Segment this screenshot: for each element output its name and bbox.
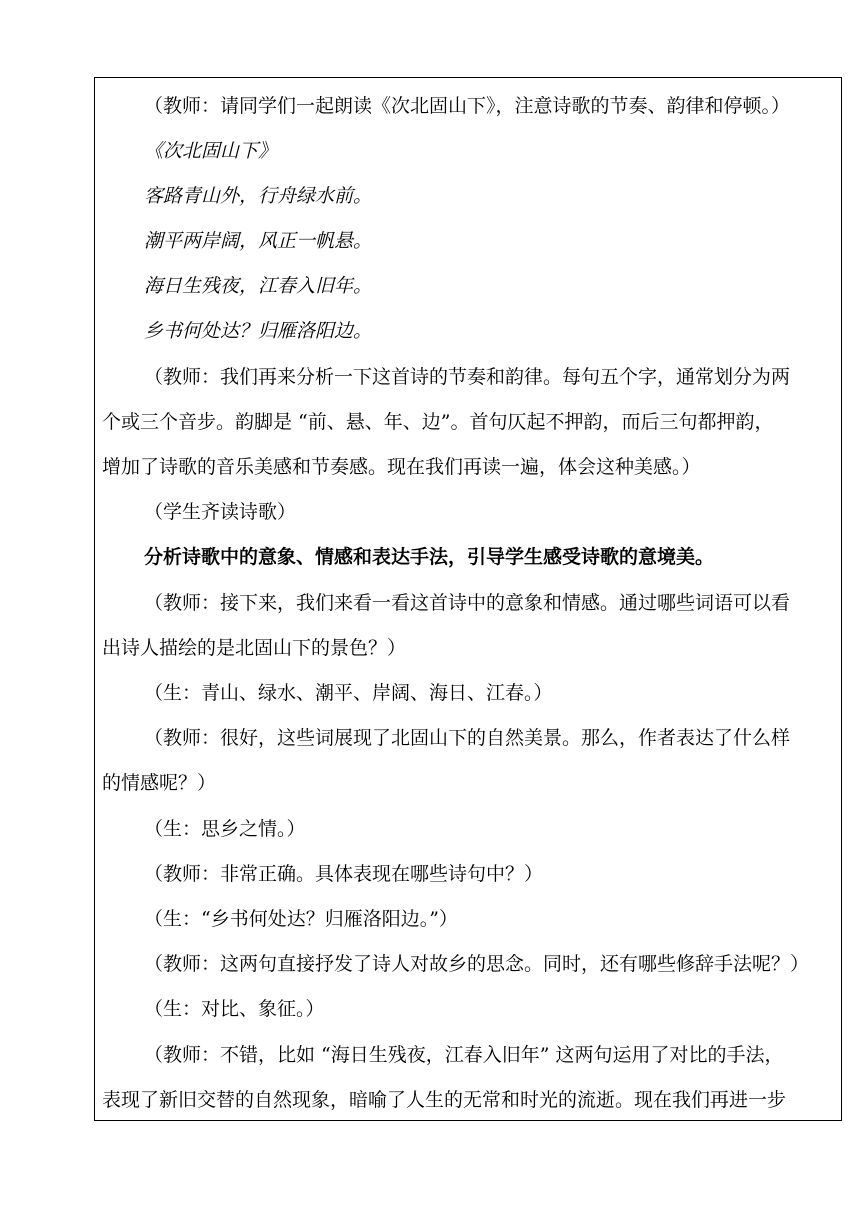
teacher-imagery-question: （教师：接下来，我们来看一看这首诗中的意象和情感。通过哪些词语可以看 [144, 592, 791, 614]
teacher-rhythm-analysis: （教师：我们再来分析一下这首诗的节奏和韵律。每句五个字，通常划分为两 [144, 366, 791, 388]
lesson-table-cell [94, 77, 842, 1121]
poem-line-2: 潮平两岸阔，风正一帆悬。 [144, 230, 373, 252]
poem-line-1: 客路青山外，行舟绿水前。 [144, 185, 373, 207]
poem-line-3: 海日生残夜，江春入旧年。 [144, 275, 373, 297]
teacher-instruction-read: （教师：请同学们一起朗读《次北固山下》，注意诗歌的节奏、韵律和停顿。） [144, 95, 791, 117]
teacher-imagery-question-cont: 出诗人描绘的是北固山下的景色？） [102, 637, 407, 659]
student-rhetoric-answer: （生：对比、象征。） [144, 998, 325, 1020]
teacher-emotion-question-cont: 的情感呢？） [102, 772, 217, 794]
poem-title: 《次北固山下》 [144, 140, 278, 162]
teacher-lines-question: （教师：非常正确。具体表现在哪些诗句中？） [144, 863, 544, 885]
teacher-rhythm-analysis-cont: 个或三个音步。韵脚是 “前、悬、年、边”。首句仄起不押韵，而后三句都押韵， [102, 411, 774, 433]
teacher-rhythm-analysis-end: 增加了诗歌的音乐美感和节奏感。现在我们再读一遍，体会这种美感。） [102, 456, 701, 478]
section-heading: 分析诗歌中的意象、情感和表达手法，引导学生感受诗歌的意境美。 [144, 546, 715, 568]
poem-line-4: 乡书何处达？归雁洛阳边。 [144, 320, 373, 342]
teacher-contrast-explanation: （教师：不错，比如 “海日生残夜，江春入旧年” 这两句运用了对比的手法， [144, 1044, 784, 1066]
student-imagery-answer: （生：青山、绿水、潮平、岸阔、海日、江春。） [144, 682, 553, 704]
teacher-emotion-question: （教师：很好，这些词展现了北固山下的自然美景。那么，作者表达了什么样 [144, 727, 791, 749]
student-emotion-answer: （生：思乡之情。） [144, 818, 306, 840]
teacher-contrast-explanation-cont: 表现了新旧交替的自然现象，暗喻了人生的无常和时光的流逝。现在我们再进一步 [102, 1089, 787, 1111]
student-lines-answer: （生：“乡书何处达？归雁洛阳边。”） [144, 908, 458, 930]
student-read-aloud: （学生齐读诗歌） [144, 501, 297, 523]
teacher-rhetoric-question: （教师：这两句直接抒发了诗人对故乡的思念。同时，还有哪些修辞手法呢？） [144, 953, 810, 975]
